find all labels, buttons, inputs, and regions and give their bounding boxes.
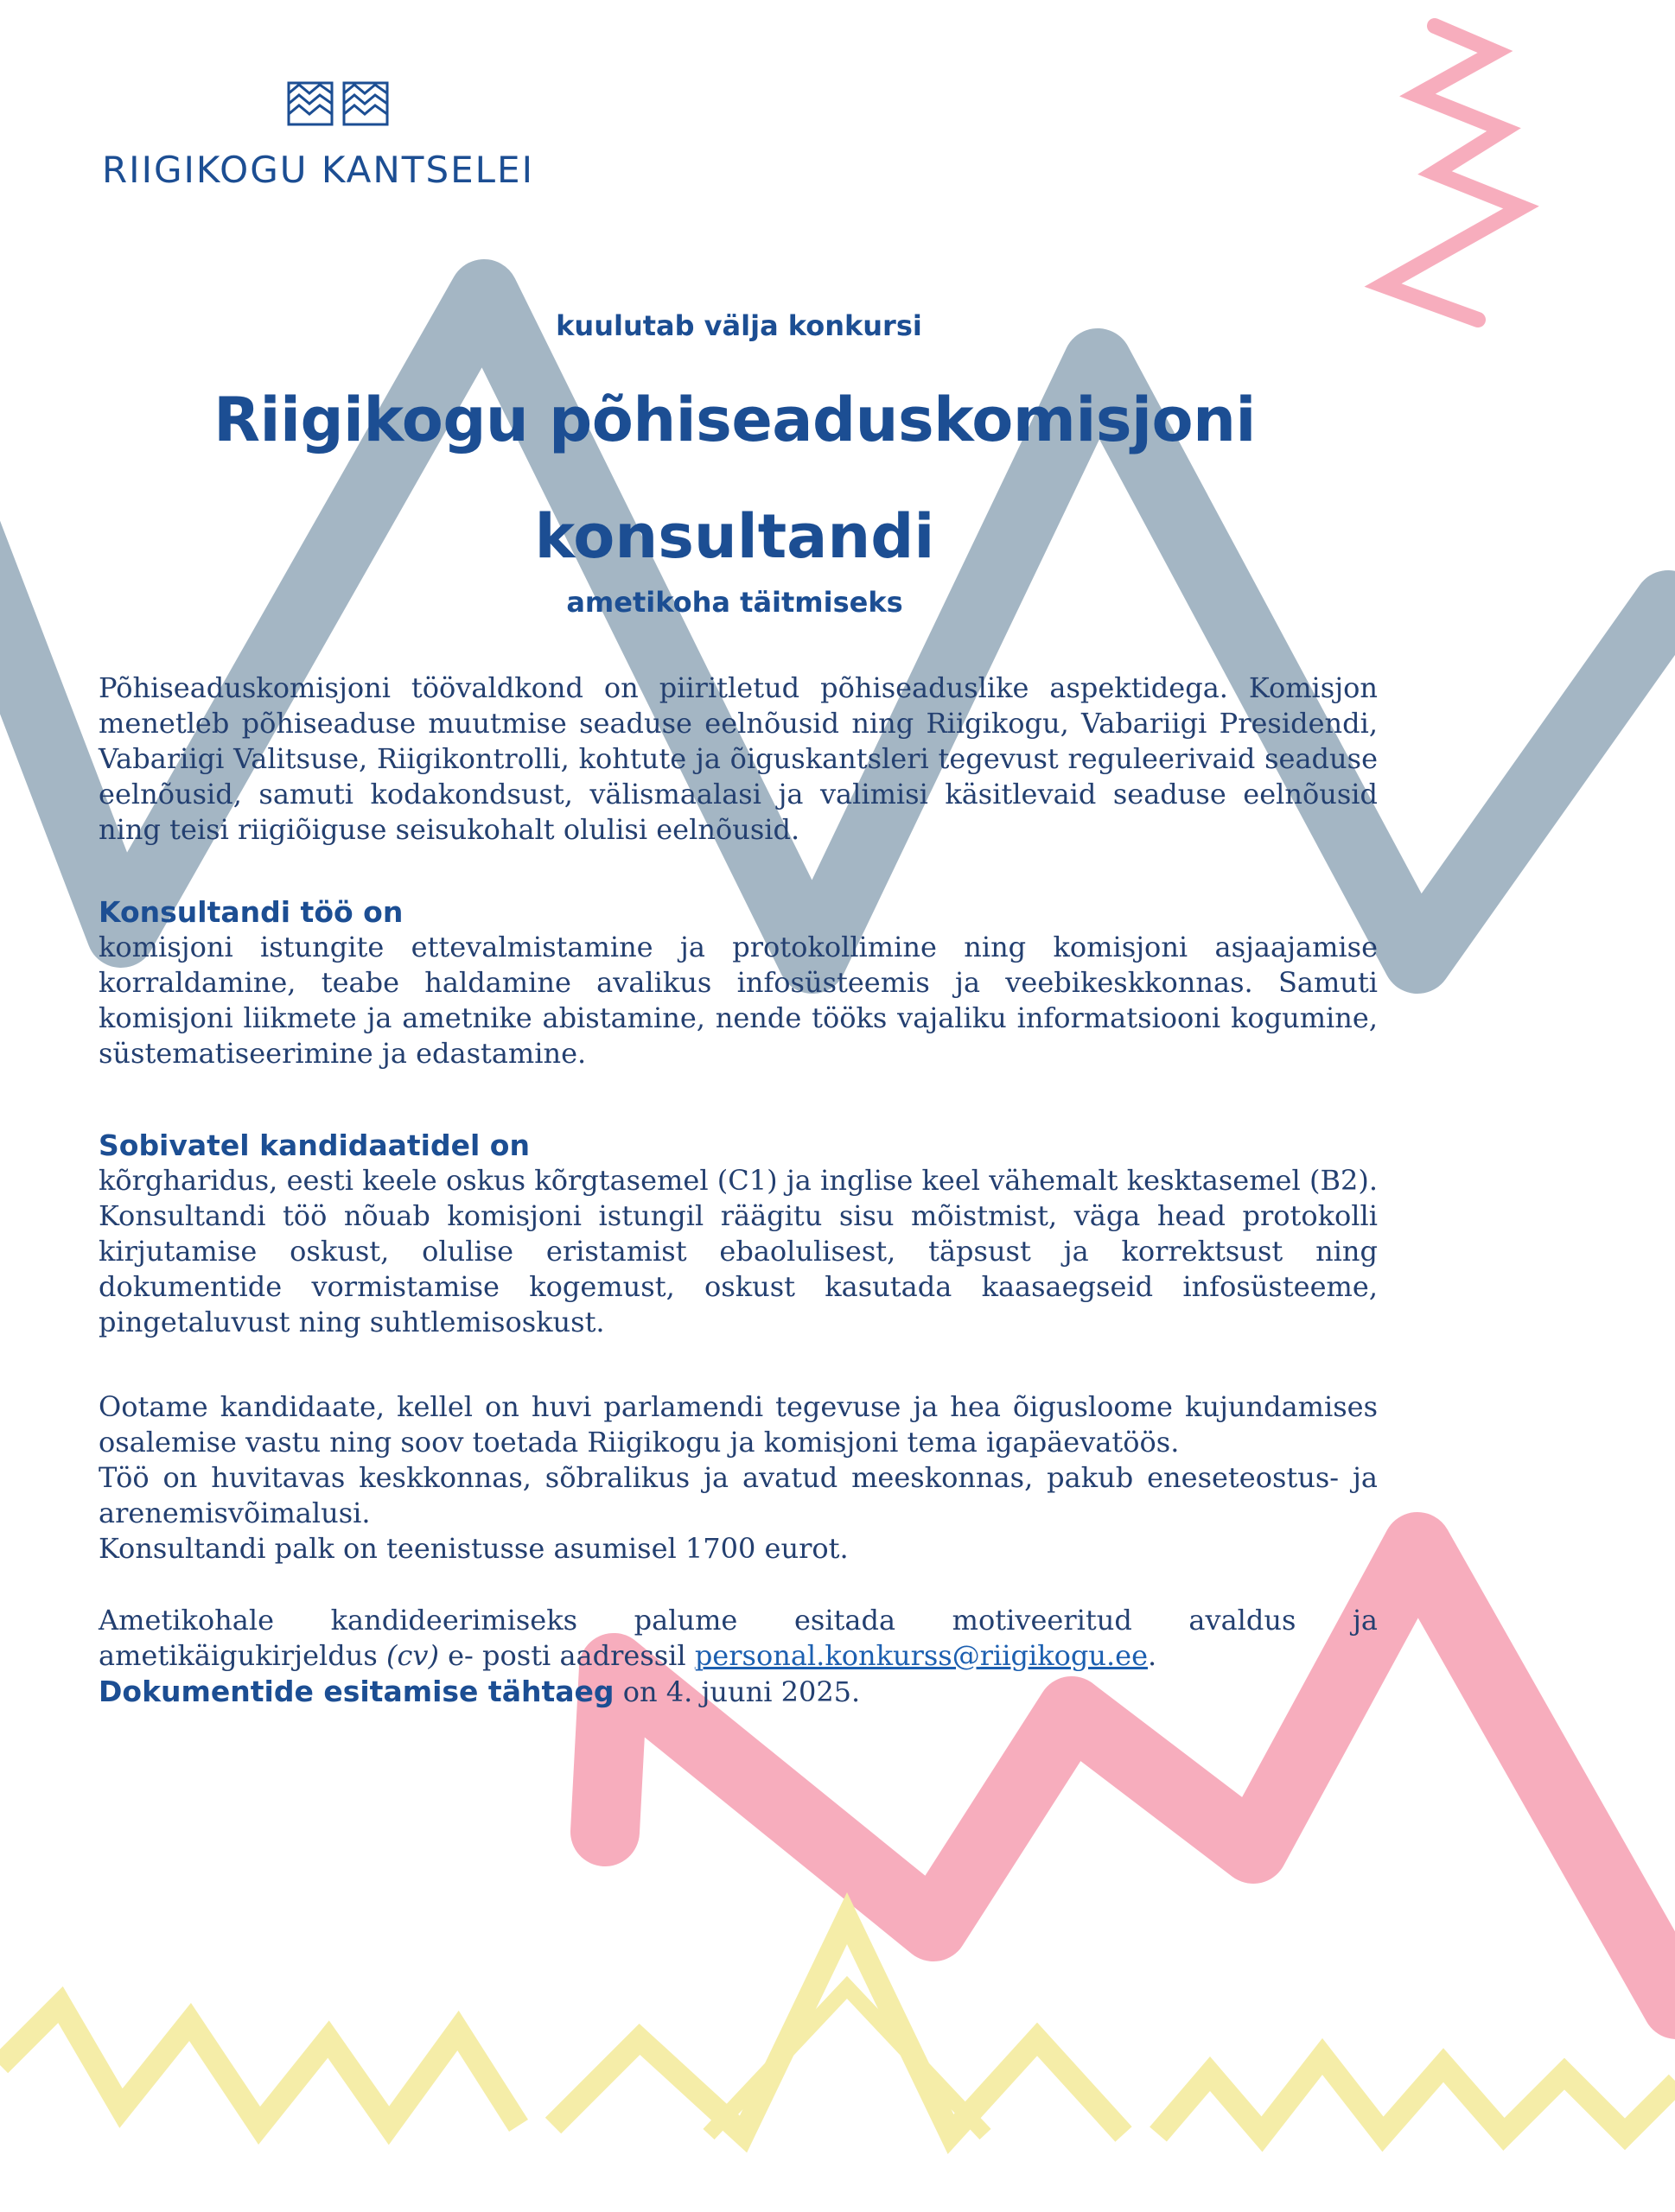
application-text-end: . [1148,1639,1157,1672]
deadline-date: on 4. juuni 2025. [614,1675,861,1708]
announcement-intro: kuulutab välja konkursi [556,309,922,342]
salary-paragraph: Konsultandi palk on teenistusse asumisel 1700 eurot. [99,1532,849,1565]
intro-paragraph [99,671,1378,848]
application-paragraph [99,1603,1378,1674]
application-text-mid: e- posti aadressil [438,1639,695,1672]
page-subtitle: ametikoha täitmiseks [566,586,903,619]
logo-text: RIIGIKOGU KANTSELEI [102,149,534,191]
application-text-start: Ametikohale kandideerimiseks palume esitada motiveeritud avaldus ja ametikäigukirjeldus [99,1604,1378,1672]
duties-text: komisjoni istungite ettevalmistamine ja protokollimine ning komisjoni asjaajamise korraldamine, teabe haldamine avalikus infosüsteemis ja veebikeskkonnas. Samuti komisjoni liikmete ja ametnike abistamine, nende tööks vajaliku informatsiooni kogumine, süstematiseerimine ja edastamine. [99,931,1378,1070]
page-title-line2: konsultandi [534,501,935,572]
requirements-text: kõrgharidus, eesti keele oskus kõrgtasemel (C1) ja inglise keel vähemalt kesktasemel (B2). Konsultandi töö nõuab komisjoni istungil räägitu sisu mõistmist, väga head protokolli kirjutamise oskust, olulise eristamist ebaolulisest, täpsust ja korrektsust ning dokumentide vormistamise kogemust, oskust kasutada kaasaegseid infosüsteeme, pingetaluvust ning suhtlemisoskust. [99,1164,1378,1338]
requirements-heading: Sobivatel kandidaatidel on [99,1128,530,1162]
requirements-section [99,1128,1378,1340]
deadline-paragraph [99,1674,1378,1710]
application-cv: (cv) [385,1639,439,1672]
offer-section [99,1389,1378,1567]
deadline-label: Dokumentide esitamise tähtaeg [99,1675,615,1708]
page-title-line1: Riigikogu põhiseaduskomisjoni [213,385,1256,455]
offer-paragraph-2: Töö on huvitavas keskkonnas, sõbralikus ja avatud meeskonnas, pakub eneseteostus- ja arenemisvõimalusi. [99,1461,1378,1529]
duties-section [99,895,1378,1071]
intro-paragraph-text: Põhiseaduskomisjoni töövaldkond on piiritletud põhiseaduslike aspektidega. Komisjon menetleb põhiseaduse muutmise seaduse eelnõusid ning Riigikogu, Vabariigi Presidendi, Vabariigi Valitsuse, Riigikontrolli, kohtute ja õiguskantsleri tegevust reguleerivaid seaduse eelnõusid, samuti kodakondsust, välismaalasi ja valimisi käsitlevaid seaduse eelnõusid ning teisi riigiõiguse seisukohalt olulisi eelnõusid. [99,671,1378,846]
application-section [99,1603,1378,1710]
riigikogu-emblem-icon [287,79,391,128]
offer-paragraph-1: Ootame kandidaate, kellel on huvi parlamendi tegevuse ja hea õigusloome kujundamises osalemise vastu ning soov toetada Riigikogu ja komisjoni tema igapäevatöös. [99,1390,1378,1459]
application-email-link[interactable]: personal.konkurss@riigikogu.ee [694,1639,1148,1672]
duties-heading: Konsultandi töö on [99,895,404,929]
